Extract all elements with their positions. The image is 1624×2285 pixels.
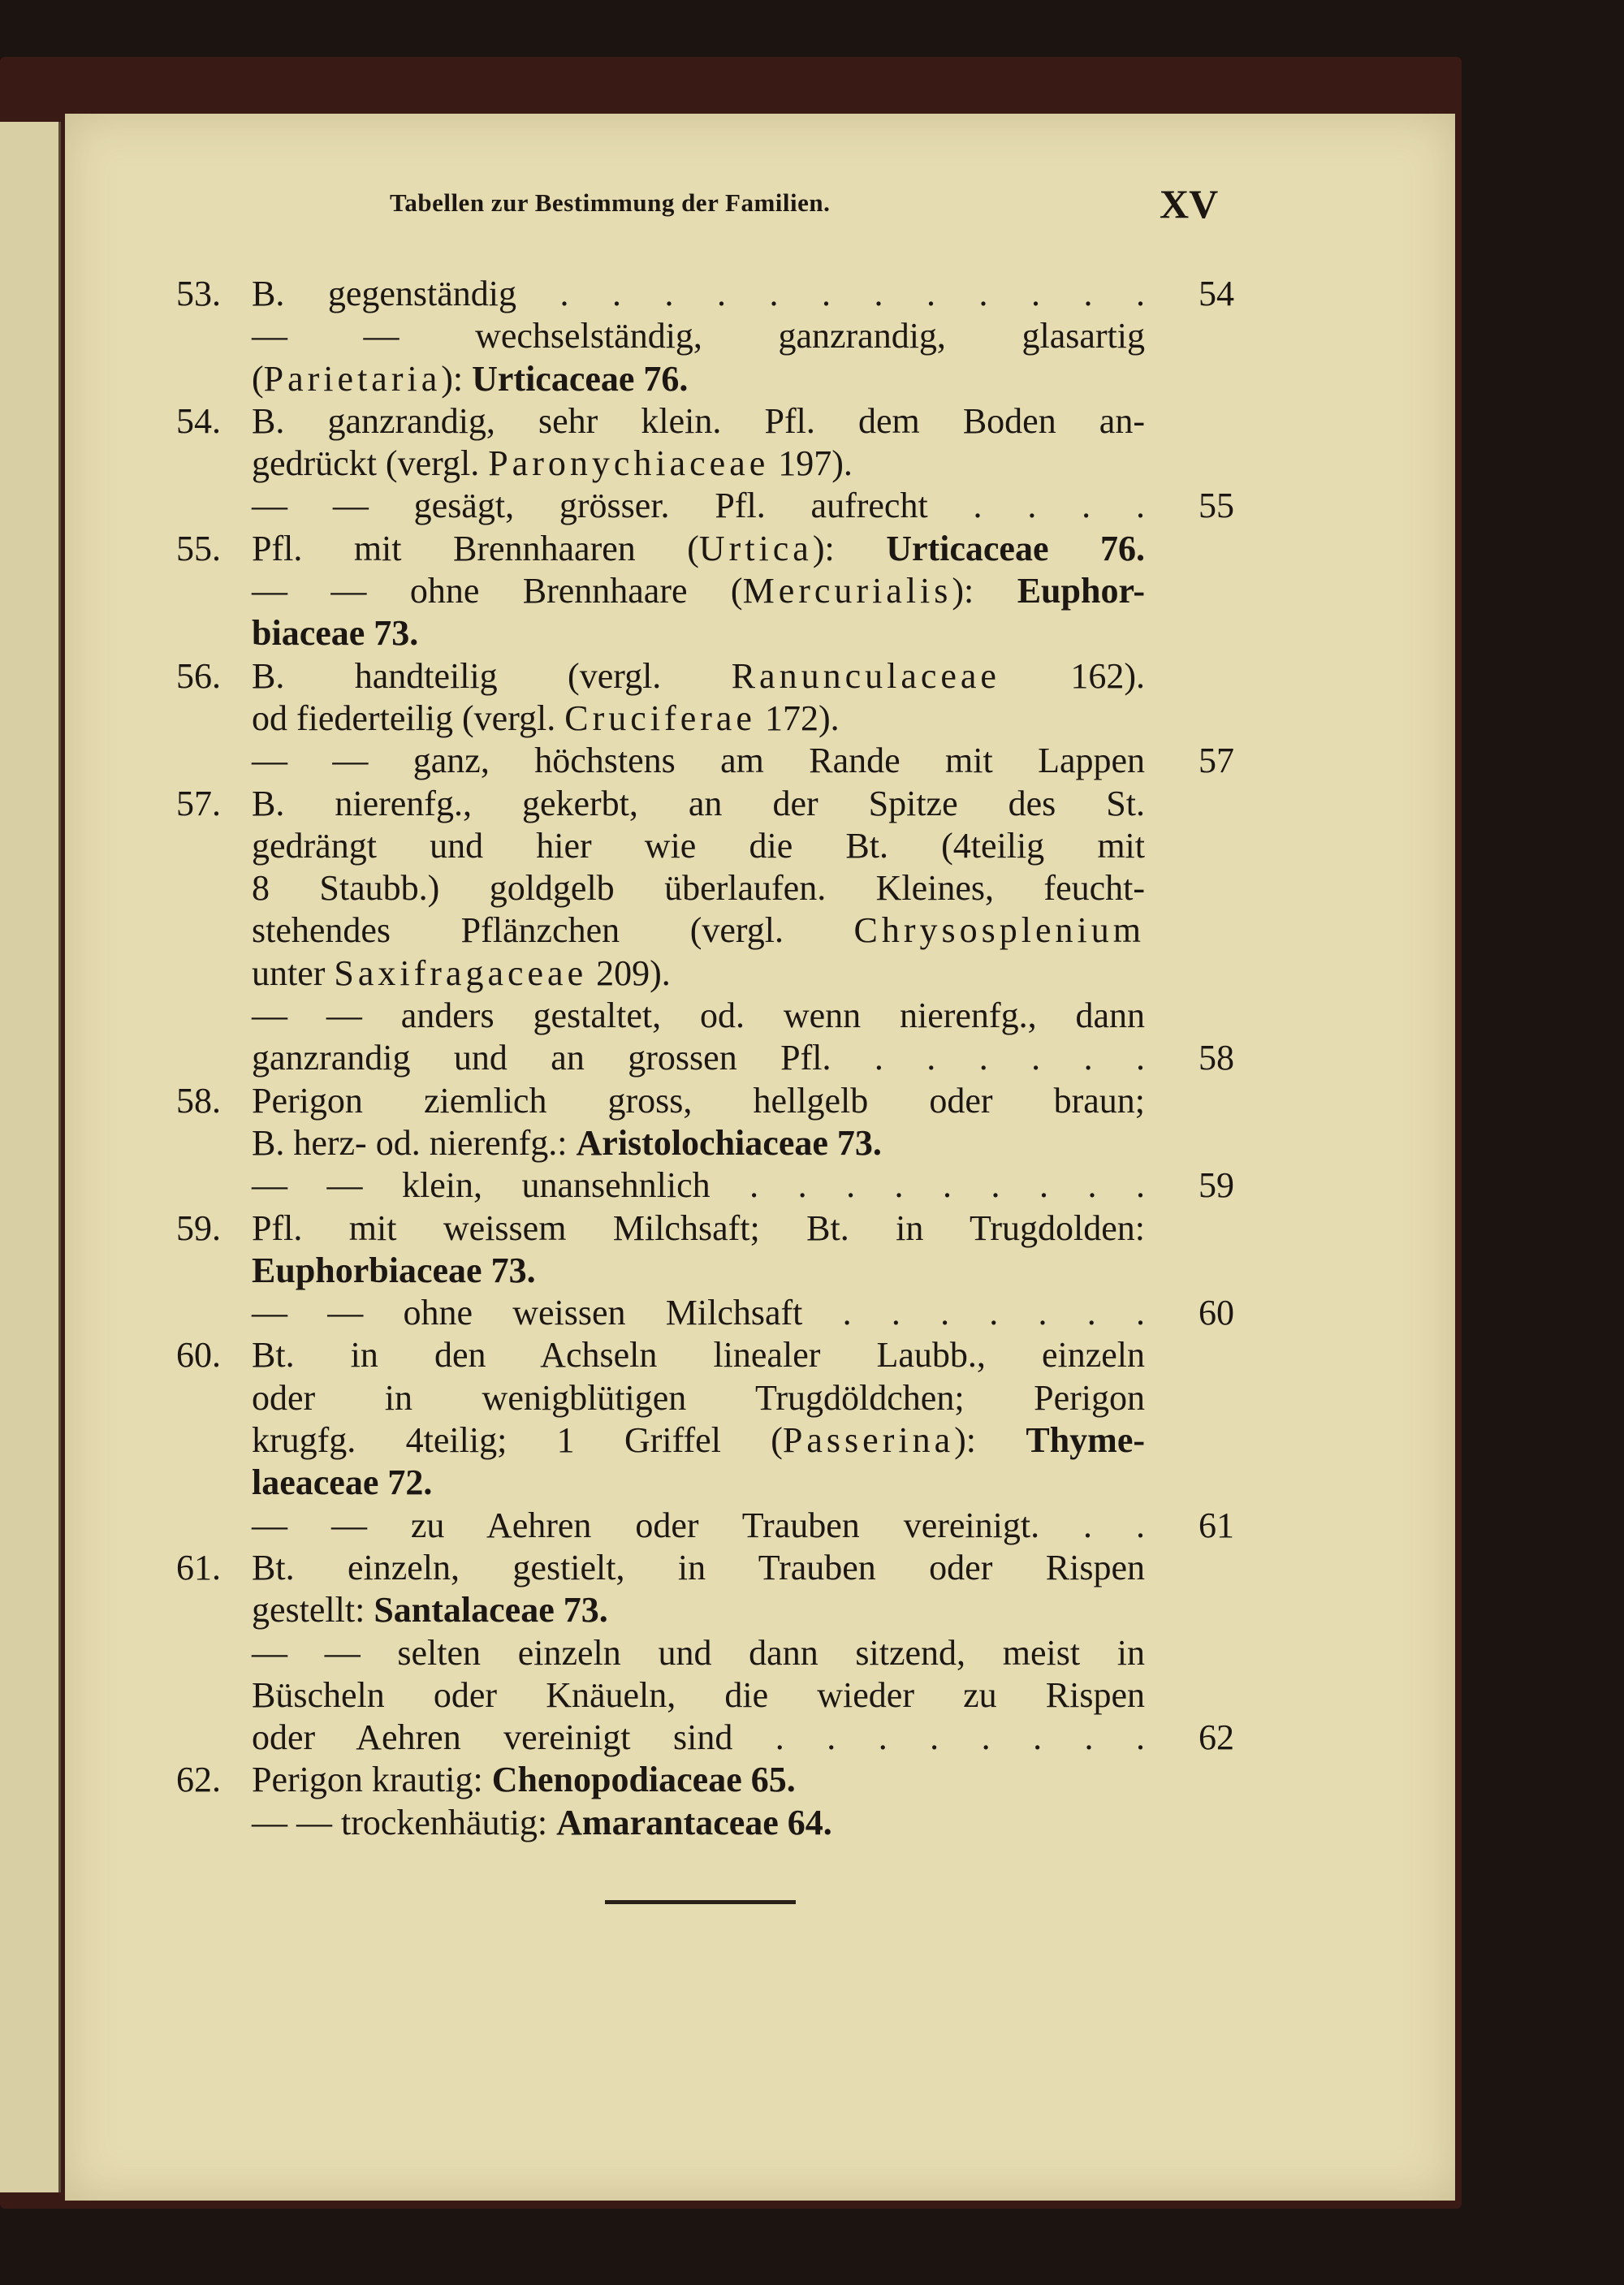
text-segment: B. nierenfg., gekerbt, an der Spitze des St. — [252, 783, 1145, 823]
line-text — [252, 1207, 1145, 1250]
text-segment: Pfl. mit Brennhaaren ( — [252, 528, 699, 568]
line-text — [252, 612, 1145, 654]
key-line — [146, 528, 1234, 570]
page-number: XV — [1160, 181, 1219, 227]
line-text — [252, 528, 1145, 570]
text-segment: oder Aehren vereinigt sind . . . . . . . . — [252, 1717, 1145, 1758]
key-line — [146, 315, 1234, 357]
text-segment: 209). — [587, 952, 671, 993]
text-segment: od fiederteilig (vergl. — [252, 698, 565, 738]
text-segment: Bt. in den Achseln linealer Laubb., einzeln — [252, 1335, 1145, 1376]
family-name: Urticaceae 76. — [886, 528, 1145, 568]
line-text — [252, 485, 1145, 527]
lead-reference: 60 — [1199, 1293, 1234, 1333]
line-text — [252, 1505, 1145, 1547]
line-text — [252, 1547, 1145, 1589]
text-segment: ganzrandig und an grossen Pfl. . . . . . . — [252, 1038, 1145, 1078]
genus-name: Mercurialis — [742, 571, 952, 611]
couplet-number: 61. — [176, 1547, 221, 1587]
couplet-number: 53. — [176, 274, 221, 313]
text-segment: — — zu Aehren oder Trauben vereinigt. . . — [252, 1505, 1145, 1545]
genus-name: Chrysosplenium — [853, 910, 1145, 951]
key-line — [146, 1122, 1234, 1164]
line-text — [252, 909, 1145, 952]
key-line — [146, 1164, 1234, 1207]
text-segment: — — ganz, höchstens am Rande mit Lappen — [252, 741, 1145, 781]
family-name: Aristolochiaceae 73. — [576, 1122, 882, 1163]
couplet-number: 54. — [176, 400, 221, 441]
lead-reference: 61 — [1199, 1505, 1234, 1545]
key-line — [146, 570, 1234, 612]
couplet-number: 57. — [176, 783, 221, 823]
key-line — [146, 400, 1234, 443]
couplet-number: 60. — [176, 1335, 221, 1376]
text-segment: Bt. einzeln, gestielt, in Trauben oder Rispen — [252, 1547, 1145, 1587]
line-text — [252, 1717, 1145, 1759]
end-rule — [605, 1900, 796, 1904]
key-line — [146, 612, 1234, 654]
key-line — [146, 1419, 1234, 1462]
line-text — [252, 1292, 1145, 1334]
text-segment: — — wechselständig, ganzrandig, glasartig — [252, 316, 1145, 356]
text-segment: Perigon ziemlich gross, hellgelb oder braun; — [252, 1080, 1145, 1121]
genus-name: Parietaria — [263, 358, 442, 399]
text-segment: Büscheln oder Knäueln, die wieder zu Rispen — [252, 1674, 1145, 1715]
key-line — [146, 1505, 1234, 1547]
line-text — [252, 1759, 1145, 1801]
key-line — [146, 1037, 1234, 1079]
left-page-edge — [0, 122, 61, 2192]
key-line — [146, 1717, 1234, 1759]
key-line — [146, 443, 1234, 485]
text-segment: gestellt: — [252, 1590, 374, 1631]
lead-reference: 58 — [1199, 1038, 1234, 1078]
text-segment: — — trockenhäutig: — [252, 1802, 557, 1842]
couplet-number: 59. — [176, 1207, 221, 1248]
key-line — [146, 952, 1234, 995]
line-text — [252, 783, 1145, 825]
key-line — [146, 698, 1234, 740]
family-name: Euphor- — [1017, 571, 1145, 611]
key-line — [146, 1674, 1234, 1717]
key-line — [146, 740, 1234, 782]
couplet-number: 56. — [176, 655, 221, 696]
text-segment: 197). — [769, 443, 853, 484]
key-line — [146, 995, 1234, 1037]
lead-reference: 55 — [1199, 486, 1234, 526]
genus-name: Ranunculaceae — [731, 655, 1000, 696]
genus-name: Cruciferae — [564, 698, 756, 738]
lead-reference: 54 — [1199, 274, 1234, 313]
line-text — [252, 655, 1145, 698]
text-segment: 162). — [1000, 655, 1145, 696]
key-line — [146, 909, 1234, 952]
key-line — [146, 358, 1234, 400]
line-text — [252, 1802, 1145, 1844]
text-segment: krugfg. 4teilig; 1 Griffel ( — [252, 1420, 783, 1461]
line-text — [252, 1250, 1145, 1292]
family-name: laeaceae 72. — [252, 1462, 433, 1503]
family-name: biaceae 73. — [252, 613, 419, 654]
text-segment: gedrängt und hier wie die Bt. (4teilig mit — [252, 825, 1145, 866]
text-segment: B. ganzrandig, sehr klein. Pfl. dem Boden an- — [252, 400, 1145, 441]
family-name: Chenopodiaceae 65. — [491, 1760, 796, 1800]
key-line — [146, 1462, 1234, 1504]
line-text — [252, 443, 1145, 485]
genus-name: Saxifragaceae — [334, 952, 588, 993]
key-line — [146, 783, 1234, 825]
text-segment: — — ohne Brennhaare ( — [252, 571, 743, 611]
line-text — [252, 1334, 1145, 1376]
key-line — [146, 1250, 1234, 1292]
line-text — [252, 1037, 1145, 1079]
key-line — [146, 1334, 1234, 1376]
line-text — [252, 273, 1145, 315]
family-name: Euphorbiaceae 73. — [252, 1250, 536, 1290]
text-segment: ): — [812, 528, 887, 568]
key-line — [146, 867, 1234, 909]
text-segment: 8 Staubb.) goldgelb überlaufen. Kleines, feucht- — [252, 868, 1145, 909]
line-text — [252, 1462, 1145, 1504]
text-segment: ( — [252, 358, 264, 399]
line-text — [252, 740, 1145, 782]
line-text — [252, 1080, 1145, 1122]
line-text — [252, 1419, 1145, 1462]
line-text — [252, 995, 1145, 1037]
couplet-number: 55. — [176, 528, 221, 568]
line-text — [252, 1377, 1145, 1419]
line-text — [252, 1632, 1145, 1674]
line-text — [252, 867, 1145, 909]
key-line — [146, 1080, 1234, 1122]
lead-reference: 62 — [1199, 1717, 1234, 1758]
family-name: Amarantaceae 64. — [556, 1802, 832, 1842]
line-text — [252, 1589, 1145, 1631]
couplet-number: 58. — [176, 1080, 221, 1121]
line-text — [252, 358, 1145, 400]
key-line — [146, 1547, 1234, 1589]
family-name: Urticaceae 76. — [472, 358, 689, 399]
line-text — [252, 698, 1145, 740]
key-table — [146, 273, 1234, 1844]
genus-name: Paronychiaceae — [488, 443, 770, 484]
key-line — [146, 273, 1234, 315]
text-segment: stehendes Pflänzchen (vergl. — [252, 910, 854, 951]
text-segment: — — klein, unansehnlich . . . . . . . . . — [252, 1165, 1145, 1206]
text-segment: unter — [252, 952, 335, 993]
couplet-number: 62. — [176, 1760, 221, 1800]
key-line — [146, 1377, 1234, 1419]
key-line — [146, 1759, 1234, 1801]
key-line — [146, 655, 1234, 698]
line-text — [252, 570, 1145, 612]
text-segment: ): — [441, 358, 473, 399]
line-text — [252, 1122, 1145, 1164]
text-segment: — — anders gestaltet, od. wenn nierenfg., dann — [252, 996, 1145, 1036]
genus-name: Urtica — [698, 528, 813, 568]
key-line — [146, 825, 1234, 867]
text-segment: ): — [952, 571, 1017, 611]
running-header: Tabellen zur Bestimmung der Familien. — [390, 188, 831, 217]
key-line — [146, 1802, 1234, 1844]
line-text — [252, 1164, 1145, 1207]
line-text — [252, 825, 1145, 867]
line-text — [252, 400, 1145, 443]
lead-reference: 57 — [1199, 741, 1234, 781]
family-name: Santalaceae 73. — [374, 1590, 608, 1631]
family-name: Thyme- — [1026, 1420, 1145, 1461]
text-segment: B. herz- od. nierenfg.: — [252, 1122, 577, 1163]
text-segment: B. handteilig (vergl. — [252, 655, 732, 696]
genus-name: Passerina — [782, 1420, 955, 1461]
text-segment: Perigon krautig: — [252, 1760, 492, 1800]
text-segment: Pfl. mit weissem Milchsaft; Bt. in Trugdolden: — [252, 1207, 1145, 1248]
text-segment: B. gegenständig . . . . . . . . . . . . — [252, 274, 1145, 313]
text-segment: ): — [954, 1420, 1026, 1461]
text-segment: — — ohne weissen Milchsaft . . . . . . . — [252, 1293, 1145, 1333]
line-text — [252, 1674, 1145, 1717]
text-segment: gedrückt (vergl. — [252, 443, 489, 484]
lead-reference: 59 — [1199, 1165, 1234, 1206]
key-line — [146, 485, 1234, 527]
text-segment: oder in wenigblütigen Trugdöldchen; Perigon — [252, 1377, 1145, 1418]
key-line — [146, 1632, 1234, 1674]
text-segment: 172). — [755, 698, 840, 738]
line-text — [252, 315, 1145, 357]
key-line — [146, 1589, 1234, 1631]
text-segment: — — selten einzeln und dann sitzend, meist in — [252, 1632, 1145, 1673]
key-line — [146, 1292, 1234, 1334]
text-segment: — — gesägt, grösser. Pfl. aufrecht . . . . — [252, 486, 1145, 526]
line-text — [252, 952, 1145, 995]
key-line — [146, 1207, 1234, 1250]
